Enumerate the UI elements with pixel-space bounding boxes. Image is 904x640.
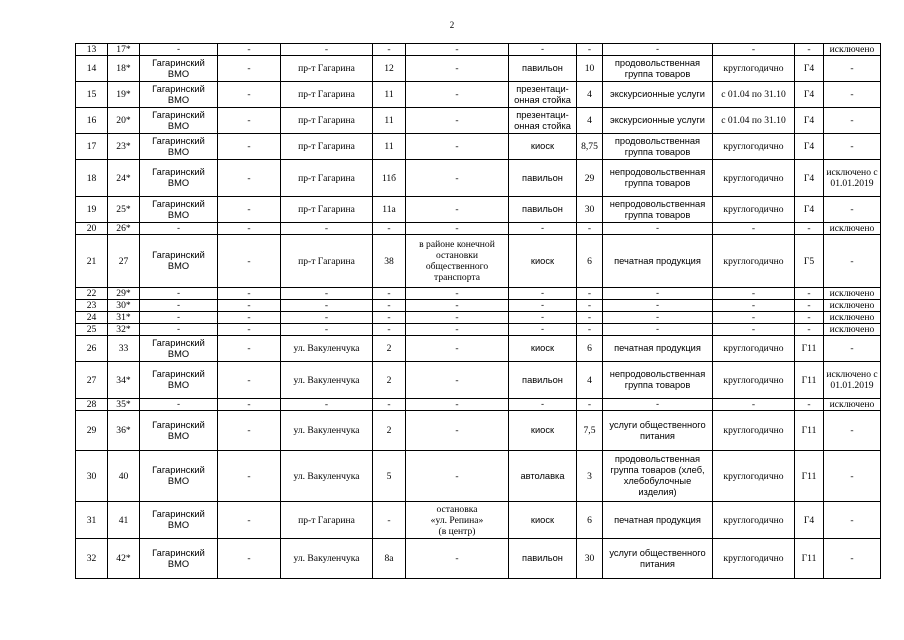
note-cell: - <box>824 235 881 288</box>
period-cell: круглогодично <box>713 362 795 399</box>
table-row <box>76 324 881 336</box>
street-cell: - <box>281 44 373 56</box>
house-number-cell: 38 <box>373 235 406 288</box>
zone-cell: Г11 <box>795 539 824 579</box>
object-number: 32* <box>108 324 140 336</box>
area-cell: - <box>577 312 603 324</box>
note-cell: - <box>824 82 881 108</box>
area-cell: - <box>577 44 603 56</box>
house-number-cell: 11 <box>373 134 406 160</box>
street-dash-cell: - <box>218 223 281 235</box>
specialization-cell: - <box>603 300 713 312</box>
street-cell: пр-т Гагарина <box>281 108 373 134</box>
row-number: 32 <box>76 539 108 579</box>
house-number-cell: - <box>373 399 406 411</box>
period-cell: - <box>713 324 795 336</box>
street-dash-cell: - <box>218 44 281 56</box>
zone-cell: Г4 <box>795 134 824 160</box>
note-cell: исключено с 01.01.2019 <box>824 362 881 399</box>
row-number: 23 <box>76 300 108 312</box>
street-cell: ул. Вакуленчука <box>281 539 373 579</box>
area-cell: - <box>577 399 603 411</box>
note-cell: исключено <box>824 399 881 411</box>
zone-cell: Г4 <box>795 197 824 223</box>
zone-cell: - <box>795 312 824 324</box>
row-number: 21 <box>76 235 108 288</box>
object-type-cell: презентаци- онная стойка <box>509 82 577 108</box>
zone-cell: - <box>795 223 824 235</box>
specialization-cell: печатная продукция <box>603 502 713 539</box>
table-row <box>76 539 881 579</box>
object-number: 34* <box>108 362 140 399</box>
street-dash-cell: - <box>218 324 281 336</box>
period-cell: - <box>713 312 795 324</box>
object-number: 24* <box>108 160 140 197</box>
street-dash-cell: - <box>218 451 281 502</box>
table-row <box>76 235 881 288</box>
row-number: 27 <box>76 362 108 399</box>
district-cell: Гагаринский ВМО <box>140 336 218 362</box>
row-number: 16 <box>76 108 108 134</box>
house-number-cell: 2 <box>373 336 406 362</box>
area-cell: - <box>577 288 603 300</box>
note-cell: - <box>824 336 881 362</box>
zone-cell: - <box>795 288 824 300</box>
street-cell: пр-т Гагарина <box>281 502 373 539</box>
house-number-cell: 8а <box>373 539 406 579</box>
note-cell: - <box>824 197 881 223</box>
street-dash-cell: - <box>218 235 281 288</box>
object-number: 27 <box>108 235 140 288</box>
landmark-cell: остановка «ул. Репина» (в центр) <box>406 502 509 539</box>
object-type-cell: - <box>509 288 577 300</box>
area-cell: 30 <box>577 539 603 579</box>
area-cell: 30 <box>577 197 603 223</box>
area-cell: 6 <box>577 235 603 288</box>
district-cell: Гагаринский ВМО <box>140 197 218 223</box>
area-cell: 4 <box>577 108 603 134</box>
note-cell: - <box>824 56 881 82</box>
row-number: 17 <box>76 134 108 160</box>
row-number: 20 <box>76 223 108 235</box>
row-number: 15 <box>76 82 108 108</box>
street-dash-cell: - <box>218 411 281 451</box>
street-dash-cell: - <box>218 82 281 108</box>
zone-cell: Г4 <box>795 56 824 82</box>
page-number: 2 <box>449 20 455 30</box>
street-dash-cell: - <box>218 300 281 312</box>
table-row <box>76 197 881 223</box>
zone-cell: Г4 <box>795 82 824 108</box>
object-number: 36* <box>108 411 140 451</box>
district-cell: - <box>140 324 218 336</box>
street-dash-cell: - <box>218 134 281 160</box>
row-number: 28 <box>76 399 108 411</box>
street-cell: ул. Вакуленчука <box>281 336 373 362</box>
object-type-cell: - <box>509 399 577 411</box>
table-row <box>76 362 881 399</box>
house-number-cell: 11 <box>373 108 406 134</box>
house-number-cell: 12 <box>373 56 406 82</box>
object-type-cell: автолавка <box>509 451 577 502</box>
object-type-cell: киоск <box>509 502 577 539</box>
landmark-cell: - <box>406 451 509 502</box>
street-cell: ул. Вакуленчука <box>281 411 373 451</box>
object-number: 18* <box>108 56 140 82</box>
street-cell: пр-т Гагарина <box>281 82 373 108</box>
table-row <box>76 451 881 502</box>
specialization-cell: печатная продукция <box>603 336 713 362</box>
table-row <box>76 411 881 451</box>
district-cell: Гагаринский ВМО <box>140 539 218 579</box>
landmark-cell: - <box>406 324 509 336</box>
table-row <box>76 300 881 312</box>
object-number: 23* <box>108 134 140 160</box>
table-row <box>76 502 881 539</box>
street-cell: пр-т Гагарина <box>281 235 373 288</box>
row-number: 25 <box>76 324 108 336</box>
landmark-cell: - <box>406 539 509 579</box>
house-number-cell: - <box>373 288 406 300</box>
note-cell: - <box>824 411 881 451</box>
house-number-cell: 11б <box>373 160 406 197</box>
area-cell: 4 <box>577 82 603 108</box>
zone-cell: Г4 <box>795 108 824 134</box>
note-cell: - <box>824 502 881 539</box>
district-cell: Гагаринский ВМО <box>140 235 218 288</box>
table-row <box>76 399 881 411</box>
object-type-cell: презентаци- онная стойка <box>509 108 577 134</box>
specialization-cell: - <box>603 44 713 56</box>
row-number: 30 <box>76 451 108 502</box>
period-cell: - <box>713 223 795 235</box>
row-number: 31 <box>76 502 108 539</box>
period-cell: с 01.04 по 31.10 <box>713 108 795 134</box>
street-dash-cell: - <box>218 56 281 82</box>
trade-objects-table <box>75 43 881 579</box>
house-number-cell: 11 <box>373 82 406 108</box>
row-number: 19 <box>76 197 108 223</box>
table-row <box>76 108 881 134</box>
row-number: 26 <box>76 336 108 362</box>
house-number-cell: 11а <box>373 197 406 223</box>
street-dash-cell: - <box>218 399 281 411</box>
object-number: 30* <box>108 300 140 312</box>
object-number: 26* <box>108 223 140 235</box>
area-cell: 7,5 <box>577 411 603 451</box>
landmark-cell: - <box>406 197 509 223</box>
specialization-cell: - <box>603 312 713 324</box>
object-type-cell: павильон <box>509 56 577 82</box>
object-number: 19* <box>108 82 140 108</box>
object-type-cell: павильон <box>509 362 577 399</box>
specialization-cell: услуги общественного питания <box>603 411 713 451</box>
object-type-cell: - <box>509 312 577 324</box>
note-cell: - <box>824 108 881 134</box>
specialization-cell: продовольственная группа товаров (хлеб, хлебобулочные изделия) <box>603 451 713 502</box>
district-cell: Гагаринский ВМО <box>140 56 218 82</box>
specialization-cell: услуги общественного питания <box>603 539 713 579</box>
row-number: 24 <box>76 312 108 324</box>
landmark-cell: - <box>406 399 509 411</box>
street-cell: пр-т Гагарина <box>281 134 373 160</box>
zone-cell: Г4 <box>795 502 824 539</box>
zone-cell: Г4 <box>795 160 824 197</box>
period-cell: круглогодично <box>713 160 795 197</box>
house-number-cell: - <box>373 44 406 56</box>
house-number-cell: - <box>373 324 406 336</box>
specialization-cell: непродовольственная группа товаров <box>603 197 713 223</box>
object-type-cell: - <box>509 223 577 235</box>
landmark-cell: - <box>406 336 509 362</box>
period-cell: - <box>713 399 795 411</box>
area-cell: 6 <box>577 336 603 362</box>
specialization-cell: продовольственная группа товаров <box>603 134 713 160</box>
landmark-cell: - <box>406 82 509 108</box>
landmark-cell: - <box>406 134 509 160</box>
district-cell: - <box>140 44 218 56</box>
street-cell: - <box>281 324 373 336</box>
object-number: 25* <box>108 197 140 223</box>
table-row <box>76 160 881 197</box>
street-dash-cell: - <box>218 197 281 223</box>
object-type-cell: - <box>509 324 577 336</box>
zone-cell: - <box>795 300 824 312</box>
period-cell: круглогодично <box>713 502 795 539</box>
area-cell: 29 <box>577 160 603 197</box>
street-cell: - <box>281 312 373 324</box>
specialization-cell: - <box>603 223 713 235</box>
street-dash-cell: - <box>218 312 281 324</box>
object-type-cell: киоск <box>509 336 577 362</box>
period-cell: круглогодично <box>713 539 795 579</box>
period-cell: круглогодично <box>713 411 795 451</box>
landmark-cell: - <box>406 288 509 300</box>
row-number: 18 <box>76 160 108 197</box>
district-cell: - <box>140 223 218 235</box>
area-cell: 3 <box>577 451 603 502</box>
period-cell: круглогодично <box>713 56 795 82</box>
landmark-cell: - <box>406 108 509 134</box>
table-row <box>76 134 881 160</box>
object-type-cell: киоск <box>509 411 577 451</box>
row-number: 13 <box>76 44 108 56</box>
table-row <box>76 312 881 324</box>
specialization-cell: экскурсионные услуги <box>603 108 713 134</box>
street-cell: - <box>281 399 373 411</box>
district-cell: - <box>140 288 218 300</box>
district-cell: - <box>140 399 218 411</box>
street-dash-cell: - <box>218 539 281 579</box>
house-number-cell: - <box>373 312 406 324</box>
zone-cell: - <box>795 44 824 56</box>
district-cell: Гагаринский ВМО <box>140 134 218 160</box>
house-number-cell: 2 <box>373 362 406 399</box>
object-number: 33 <box>108 336 140 362</box>
street-cell: - <box>281 288 373 300</box>
landmark-cell: - <box>406 160 509 197</box>
zone-cell: Г11 <box>795 411 824 451</box>
landmark-cell: - <box>406 44 509 56</box>
object-number: 31* <box>108 312 140 324</box>
period-cell: круглогодично <box>713 197 795 223</box>
period-cell: - <box>713 44 795 56</box>
zone-cell: Г5 <box>795 235 824 288</box>
street-cell: пр-т Гагарина <box>281 56 373 82</box>
district-cell: - <box>140 312 218 324</box>
specialization-cell: непродовольственная группа товаров <box>603 362 713 399</box>
specialization-cell: непродовольственная группа товаров <box>603 160 713 197</box>
zone-cell: Г11 <box>795 336 824 362</box>
street-cell: - <box>281 300 373 312</box>
object-number: 17* <box>108 44 140 56</box>
street-cell: ул. Вакуленчука <box>281 362 373 399</box>
period-cell: круглогодично <box>713 134 795 160</box>
object-type-cell: - <box>509 44 577 56</box>
area-cell: - <box>577 300 603 312</box>
street-cell: ул. Вакуленчука <box>281 451 373 502</box>
district-cell: Гагаринский ВМО <box>140 160 218 197</box>
note-cell: исключено с 01.01.2019 <box>824 160 881 197</box>
note-cell: исключено <box>824 300 881 312</box>
house-number-cell: - <box>373 300 406 312</box>
object-number: 41 <box>108 502 140 539</box>
note-cell: исключено <box>824 312 881 324</box>
zone-cell: - <box>795 399 824 411</box>
street-cell: пр-т Гагарина <box>281 197 373 223</box>
street-dash-cell: - <box>218 288 281 300</box>
zone-cell: Г11 <box>795 362 824 399</box>
period-cell: - <box>713 300 795 312</box>
area-cell: 8,75 <box>577 134 603 160</box>
area-cell: - <box>577 324 603 336</box>
area-cell: 10 <box>577 56 603 82</box>
district-cell: Гагаринский ВМО <box>140 108 218 134</box>
street-dash-cell: - <box>218 160 281 197</box>
object-number: 20* <box>108 108 140 134</box>
district-cell: Гагаринский ВМО <box>140 82 218 108</box>
landmark-cell: - <box>406 362 509 399</box>
table-row <box>76 223 881 235</box>
district-cell: Гагаринский ВМО <box>140 451 218 502</box>
district-cell: - <box>140 300 218 312</box>
period-cell: - <box>713 288 795 300</box>
period-cell: с 01.04 по 31.10 <box>713 82 795 108</box>
object-type-cell: павильон <box>509 160 577 197</box>
table-row <box>76 288 881 300</box>
specialization-cell: печатная продукция <box>603 235 713 288</box>
landmark-cell: - <box>406 312 509 324</box>
note-cell: исключено <box>824 223 881 235</box>
landmark-cell: - <box>406 411 509 451</box>
object-type-cell: киоск <box>509 134 577 160</box>
street-cell: - <box>281 223 373 235</box>
specialization-cell: - <box>603 288 713 300</box>
specialization-cell: - <box>603 399 713 411</box>
object-number: 35* <box>108 399 140 411</box>
object-number: 40 <box>108 451 140 502</box>
note-cell: - <box>824 539 881 579</box>
specialization-cell: экскурсионные услуги <box>603 82 713 108</box>
specialization-cell: - <box>603 324 713 336</box>
row-number: 14 <box>76 56 108 82</box>
note-cell: исключено <box>824 324 881 336</box>
zone-cell: Г11 <box>795 451 824 502</box>
object-number: 42* <box>108 539 140 579</box>
note-cell: - <box>824 134 881 160</box>
house-number-cell: - <box>373 502 406 539</box>
house-number-cell: 2 <box>373 411 406 451</box>
row-number: 22 <box>76 288 108 300</box>
period-cell: круглогодично <box>713 235 795 288</box>
area-cell: 6 <box>577 502 603 539</box>
note-cell: исключено <box>824 288 881 300</box>
table-row <box>76 44 881 56</box>
table-row <box>76 336 881 362</box>
street-dash-cell: - <box>218 362 281 399</box>
object-number: 29* <box>108 288 140 300</box>
street-dash-cell: - <box>218 108 281 134</box>
object-type-cell: - <box>509 300 577 312</box>
object-type-cell: павильон <box>509 197 577 223</box>
row-number: 29 <box>76 411 108 451</box>
table-row <box>76 56 881 82</box>
note-cell: - <box>824 451 881 502</box>
landmark-cell: в районе конечной остановки общественного транспорта <box>406 235 509 288</box>
specialization-cell: продовольственная группа товаров <box>603 56 713 82</box>
landmark-cell: - <box>406 223 509 235</box>
landmark-cell: - <box>406 300 509 312</box>
period-cell: круглогодично <box>713 336 795 362</box>
street-dash-cell: - <box>218 502 281 539</box>
house-number-cell: 5 <box>373 451 406 502</box>
landmark-cell: - <box>406 56 509 82</box>
district-cell: Гагаринский ВМО <box>140 502 218 539</box>
note-cell: исключено <box>824 44 881 56</box>
period-cell: круглогодично <box>713 451 795 502</box>
object-type-cell: киоск <box>509 235 577 288</box>
street-dash-cell: - <box>218 336 281 362</box>
house-number-cell: - <box>373 223 406 235</box>
area-cell: - <box>577 223 603 235</box>
table-row <box>76 82 881 108</box>
street-cell: пр-т Гагарина <box>281 160 373 197</box>
area-cell: 4 <box>577 362 603 399</box>
zone-cell: - <box>795 324 824 336</box>
district-cell: Гагаринский ВМО <box>140 362 218 399</box>
district-cell: Гагаринский ВМО <box>140 411 218 451</box>
object-type-cell: павильон <box>509 539 577 579</box>
